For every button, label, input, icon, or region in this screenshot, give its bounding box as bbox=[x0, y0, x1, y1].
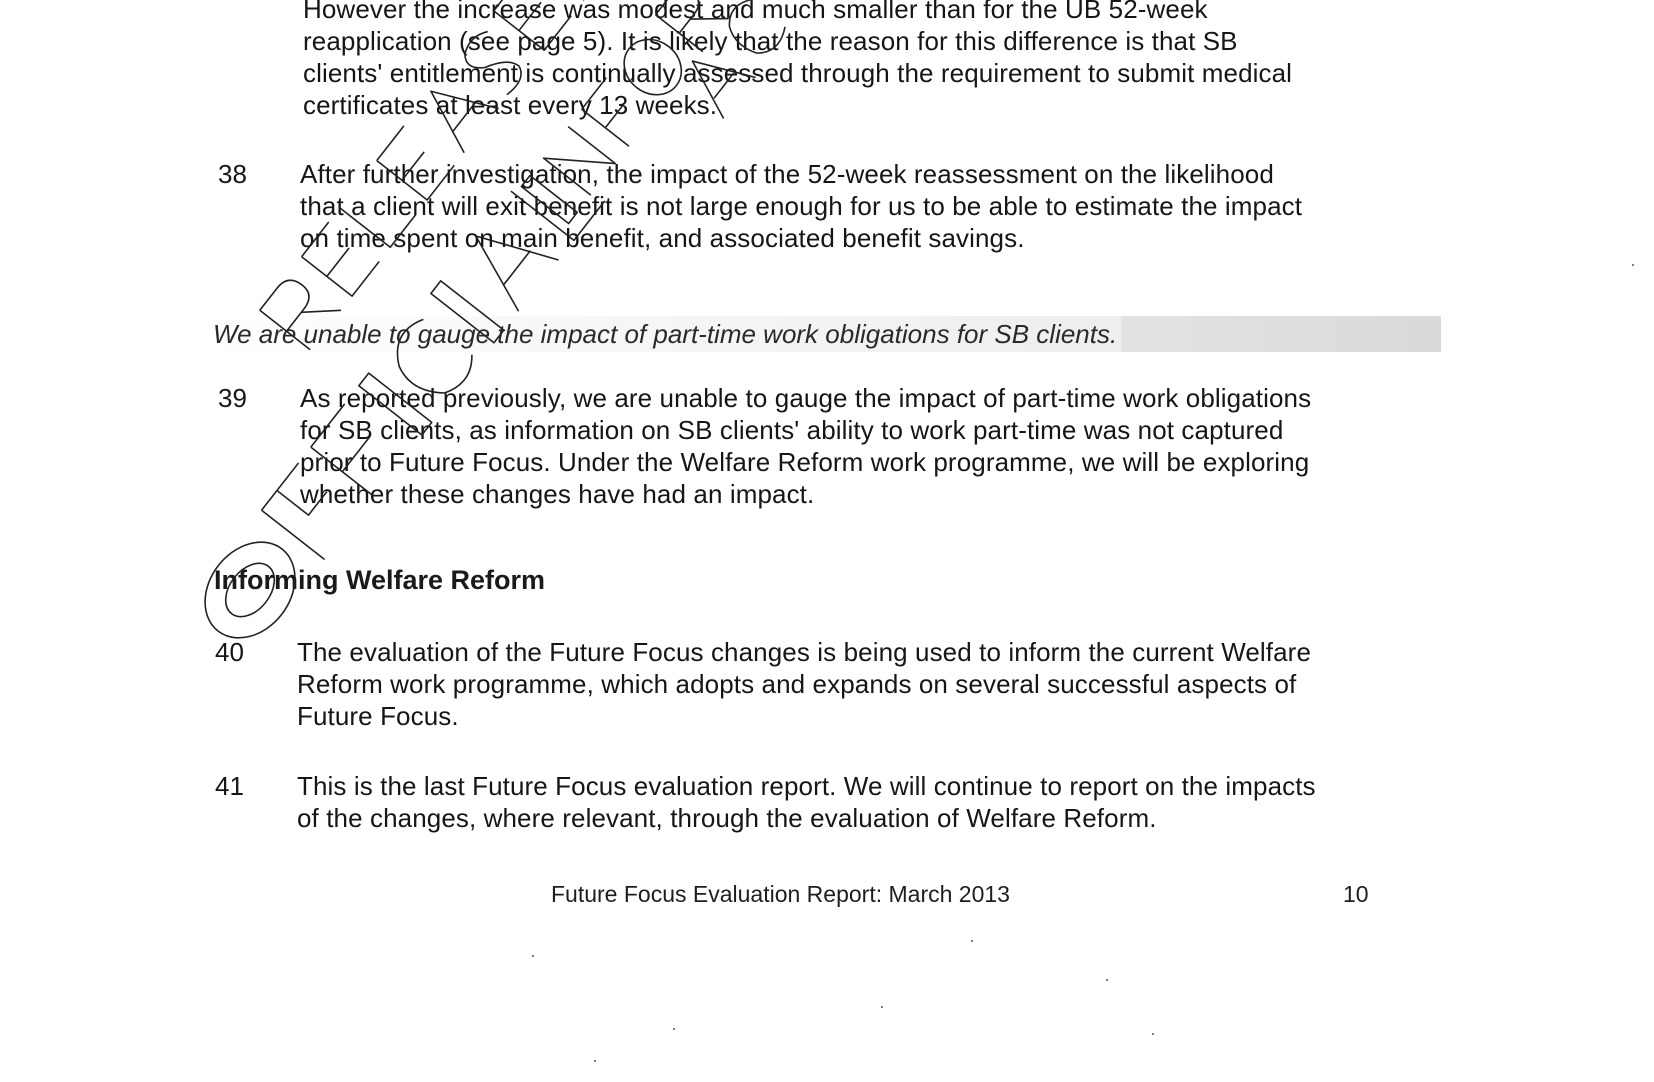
paragraph-line: Reform work programme, which adopts and expands on several successful aspects of bbox=[297, 669, 1297, 699]
subheading-part-time-obligations bbox=[213, 316, 1441, 352]
scan-speck bbox=[1106, 979, 1108, 981]
scan-speck bbox=[594, 1060, 596, 1062]
paragraph-line: whether these changes have had an impact. bbox=[300, 479, 815, 509]
scan-speck bbox=[971, 940, 973, 942]
page-number: 10 bbox=[1343, 881, 1369, 907]
paragraph-line: However the increase was modest and much smaller than for the UB 52-week bbox=[303, 0, 1208, 24]
paragraph-number: 38 bbox=[218, 159, 248, 189]
paragraph-line: clients' entitlement is continually assessed through the requirement to submit medical bbox=[303, 58, 1293, 88]
paragraph-line: The evaluation of the Future Focus changes is being used to inform the current Welfare bbox=[297, 637, 1312, 667]
paragraph-line: of the changes, where relevant, through the evaluation of Welfare Reform. bbox=[297, 803, 1157, 833]
paragraph-line: As reported previously, we are unable to gauge the impact of part-time work obligations bbox=[300, 383, 1312, 413]
section-heading: Informing Welfare Reform bbox=[214, 565, 546, 595]
scan-speck bbox=[1152, 1033, 1154, 1035]
scan-speck bbox=[673, 1028, 675, 1030]
paragraph-line: After further investigation, the impact of the 52-week reassessment on the likelihood bbox=[300, 159, 1274, 189]
subheading-text: We are unable to gauge the impact of part-time work obligations for SB clients. bbox=[213, 316, 1121, 352]
paragraph-number: 41 bbox=[215, 771, 245, 801]
paragraph-number: 40 bbox=[215, 637, 245, 667]
footer-title: Future Focus Evaluation Report: March 2013 bbox=[551, 881, 1010, 907]
paragraph-line: This is the last Future Focus evaluation report. We will continue to report on the impacts bbox=[297, 771, 1316, 801]
paragraph-number: 39 bbox=[218, 383, 248, 413]
paragraph-line: on time spent on main benefit, and associated benefit savings. bbox=[300, 223, 1025, 253]
paragraph-line: certificates at least every 13 weeks. bbox=[303, 90, 718, 120]
paragraph-line: Future Focus. bbox=[297, 701, 459, 731]
paragraph-line: for SB clients, as information on SB clients' ability to work part-time was not captured bbox=[300, 415, 1284, 445]
scan-speck bbox=[532, 955, 534, 957]
scan-speck bbox=[1632, 264, 1634, 266]
paragraph-line: reapplication (see page 5). It is likely that the reason for this difference is that SB bbox=[303, 26, 1238, 56]
paragraph-line: that a client will exit benefit is not large enough for us to be able to estimate the impact bbox=[300, 191, 1303, 221]
paragraph-line: prior to Future Focus. Under the Welfare Reform work programme, we will be exploring bbox=[300, 447, 1310, 477]
scan-speck bbox=[881, 1006, 883, 1008]
